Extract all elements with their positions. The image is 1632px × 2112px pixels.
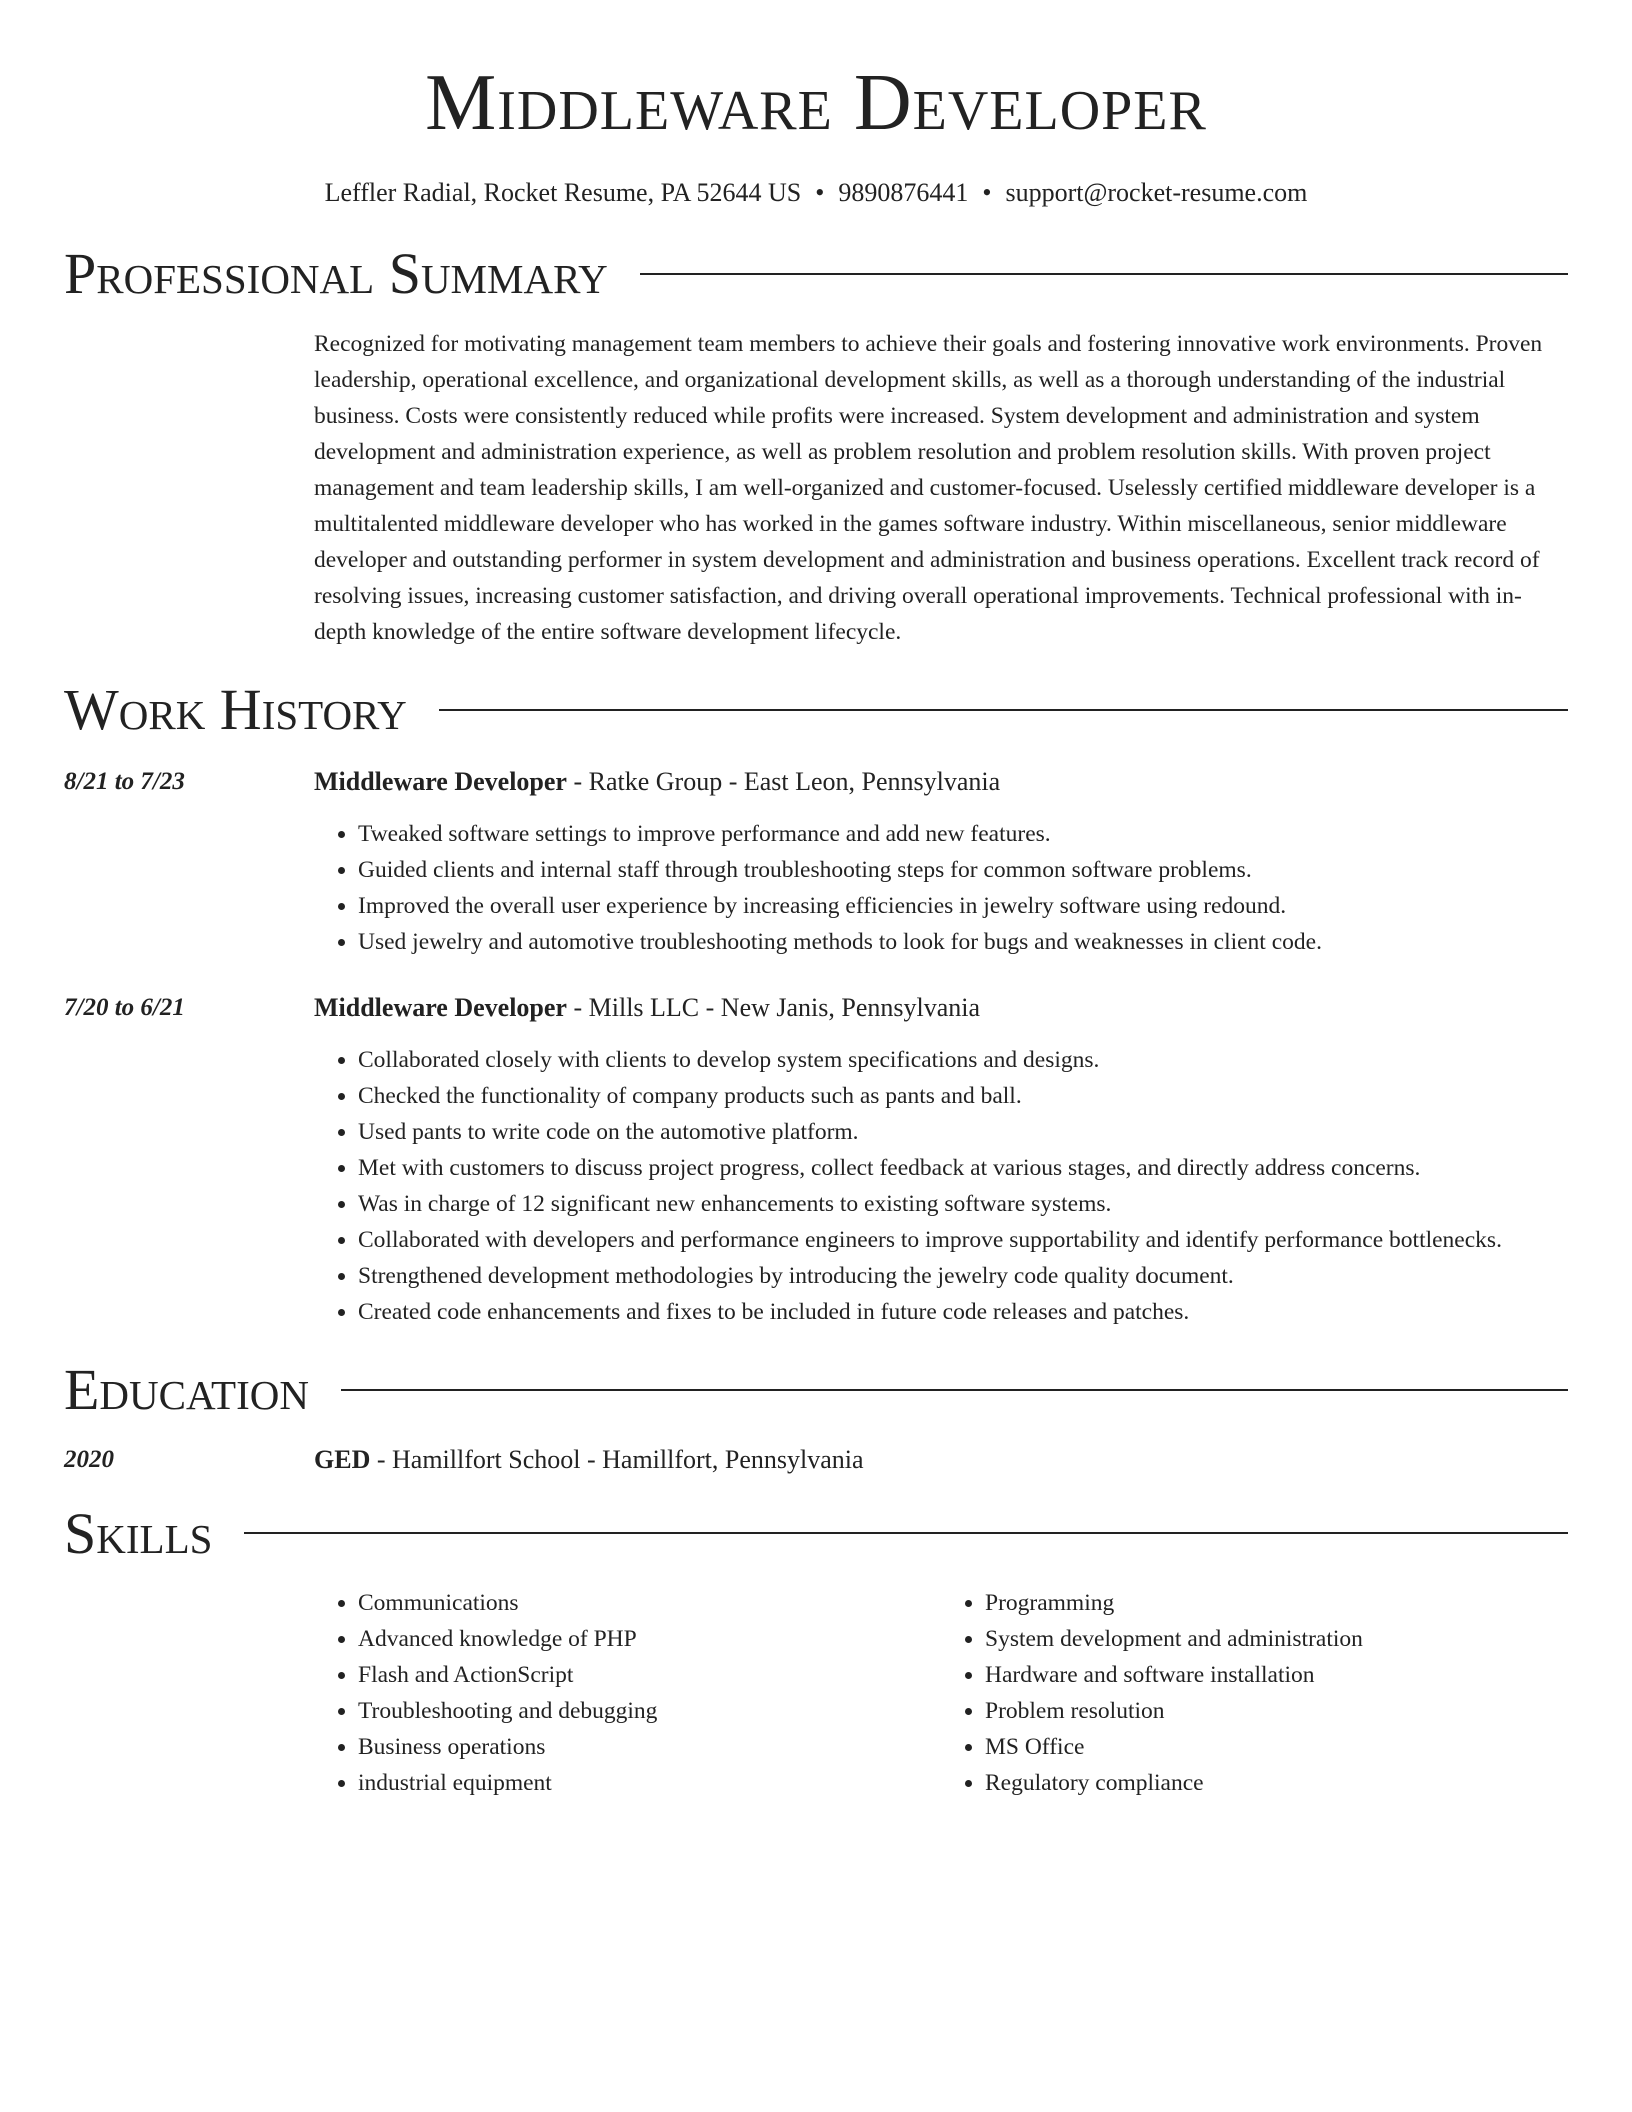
list-item: • Improved the overall user experience by increasing efficiencies in jewelry software using redound. xyxy=(358,888,1568,924)
job-body xyxy=(314,990,1568,1330)
education-entry xyxy=(64,1442,1568,1478)
skills-list xyxy=(314,1585,1568,1801)
section-divider xyxy=(640,273,1568,275)
list-item: • Checked the functionality of company products such as pants and ball. xyxy=(358,1078,1568,1114)
resume-page xyxy=(64,0,1568,1801)
skill-item: • Flash and ActionScript xyxy=(358,1657,941,1693)
skills-section-header xyxy=(64,1502,1568,1566)
list-item: • Tweaked software settings to improve performance and add new features. xyxy=(358,816,1568,852)
job-title: Middleware Developer xyxy=(314,766,567,796)
work-section-header xyxy=(64,678,1568,742)
education-section-header xyxy=(64,1358,1568,1422)
skill-item: • Advanced knowledge of PHP xyxy=(358,1621,941,1657)
job-body xyxy=(314,764,1568,960)
education-year: 2020 xyxy=(64,1445,114,1473)
job-entry xyxy=(64,764,1568,960)
skill-item: • Regulatory compliance xyxy=(985,1765,1568,1801)
list-item: • Used jewelry and automotive troubleshooting methods to look for bugs and weaknesses in client code. xyxy=(358,924,1568,960)
education-details: - Hamillfort School - Hamillfort, Pennsylvania xyxy=(370,1444,864,1474)
job-details: - Mills LLC - New Janis, Pennsylvania xyxy=(566,992,981,1022)
section-divider xyxy=(341,1389,1568,1391)
skill-item: • Programming xyxy=(985,1585,1568,1621)
list-item: • Strengthened development methodologies by introducing the jewelry code quality document. xyxy=(358,1258,1568,1294)
list-item: • Guided clients and internal staff through troubleshooting steps for common software problems. xyxy=(358,852,1568,888)
summary-section-title: Professional Summary xyxy=(64,241,608,307)
job-dates: 8/21 to 7/23 xyxy=(64,767,185,795)
skill-item: • Communications xyxy=(358,1585,941,1621)
skill-item: • MS Office xyxy=(985,1729,1568,1765)
contact-email: support@rocket-resume.com xyxy=(1005,178,1308,207)
skills-column-right xyxy=(941,1585,1568,1801)
section-divider xyxy=(244,1532,1568,1534)
job-dates: 7/20 to 6/21 xyxy=(64,993,185,1021)
job-title: Middleware Developer xyxy=(314,992,567,1022)
education-body xyxy=(314,1442,1568,1478)
contact-separator: • xyxy=(815,178,825,207)
contact-line xyxy=(64,177,1568,208)
skill-item: • Business operations xyxy=(358,1729,941,1765)
education-line xyxy=(314,1442,1568,1478)
list-item: • Created code enhancements and fixes to be included in future code releases and patches. xyxy=(358,1294,1568,1330)
list-item: • Met with customers to discuss project progress, collect feedback at various stages, and directly address concerns. xyxy=(358,1150,1568,1186)
work-section-title: Work History xyxy=(64,676,407,742)
job-bullets xyxy=(314,1042,1568,1330)
skills-column-left xyxy=(314,1585,941,1801)
education-section-title: Education xyxy=(64,1356,309,1422)
job-bullets xyxy=(314,816,1568,960)
list-item: • Used pants to write code on the automotive platform. xyxy=(358,1114,1568,1150)
skills-section-title: Skills xyxy=(64,1500,213,1566)
skill-item: • System development and administration xyxy=(985,1621,1568,1657)
skill-item: • Problem resolution xyxy=(985,1693,1568,1729)
contact-separator: • xyxy=(982,178,992,207)
list-item: • Collaborated with developers and performance engineers to improve supportability and identify performance bottlenecks. xyxy=(358,1222,1568,1258)
job-title-line xyxy=(314,990,1568,1026)
summary-text: Recognized for motivating management team members to achieve their goals and fostering innovative work environments. Proven leadership, operational excellence, and organizational development skills, as well as a thorough understanding of the industrial business. Costs were consistently reduced while profits were increased. System development and administration and system development and administration experience, as well as problem resolution and problem resolution skills. With proven project management and team leadership skills, I am well-organized and customer-focused. Uselessly certified middleware developer is a multitalented middleware developer who has worked in the games software industry. Within miscellaneous, senior middleware developer and outstanding performer in system development and administration and business operations. Excellent track record of resolving issues, increasing customer satisfaction, and driving overall operational improvements. Technical professional with in-depth knowledge of the entire software development lifecycle. xyxy=(314,330,1543,645)
resume-name: Middleware Developer xyxy=(425,59,1207,147)
education-degree: GED xyxy=(314,1444,371,1474)
list-item: • Collaborated closely with clients to develop system specifications and designs. xyxy=(358,1042,1568,1078)
section-divider xyxy=(439,709,1568,711)
skill-item: • Hardware and software installation xyxy=(985,1657,1568,1693)
summary-section-header xyxy=(64,242,1568,306)
job-title-line xyxy=(314,764,1568,800)
job-entry xyxy=(64,990,1568,1330)
skill-item: • industrial equipment xyxy=(358,1765,941,1801)
contact-address: Leffler Radial, Rocket Resume, PA 52644 US xyxy=(324,178,802,207)
list-item: • Was in charge of 12 significant new enhancements to existing software systems. xyxy=(358,1186,1568,1222)
skill-item: • Troubleshooting and debugging xyxy=(358,1693,941,1729)
job-details: - Ratke Group - East Leon, Pennsylvania xyxy=(566,766,1001,796)
contact-phone: 9890876441 xyxy=(838,178,969,207)
